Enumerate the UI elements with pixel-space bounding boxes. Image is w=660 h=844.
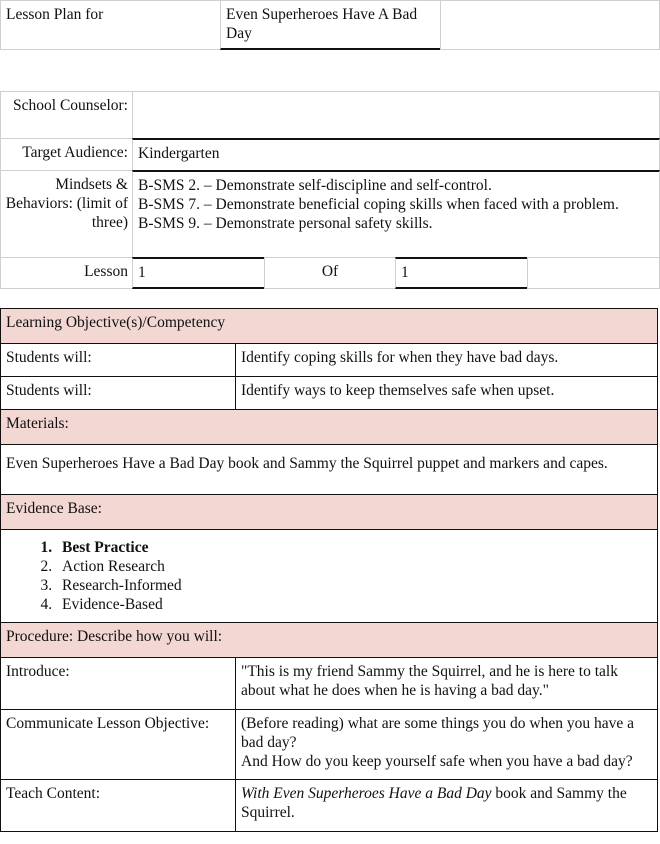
objective-value[interactable]: Identify ways to keep themselves safe when upset. xyxy=(236,377,658,410)
objectives-header-text: Learning Objective(s)/Competency xyxy=(6,314,226,331)
lesson-label-text: Lesson xyxy=(84,263,128,280)
lesson-total-field[interactable] xyxy=(395,257,528,289)
teach-rest: book and Sammy the Squirrel. xyxy=(241,785,627,821)
audience-value: Kindergarten xyxy=(138,145,220,162)
teach-value[interactable] xyxy=(236,780,658,832)
lesson-number-field[interactable] xyxy=(132,257,265,289)
communicate-line: (Before reading) what are some things you do when you have a bad day? xyxy=(241,715,634,751)
counselor-label xyxy=(0,91,133,139)
mindsets-label xyxy=(0,170,133,258)
evidence-header xyxy=(1,495,658,530)
table-row xyxy=(1,658,658,710)
lesson-label xyxy=(0,257,133,289)
objective-label: Students will: xyxy=(1,377,236,410)
evidence-item[interactable]: 3. Research-Informed xyxy=(56,576,652,595)
table-row xyxy=(1,780,658,832)
mindset-item: B-SMS 7. – Demonstrate beneficial coping skills when faced with a problem. xyxy=(138,196,619,213)
of-label xyxy=(264,257,396,289)
lesson-details-table xyxy=(0,308,658,832)
introduce-label: Introduce: xyxy=(1,658,236,710)
materials-header-text: Materials: xyxy=(6,415,69,432)
header-label: Lesson Plan for xyxy=(6,6,104,23)
book-title: With Even Superheroes Have a Bad Day xyxy=(241,785,492,802)
counselor-field[interactable] xyxy=(132,91,660,139)
table-row xyxy=(1,377,658,410)
communicate-label: Communicate Lesson Objective: xyxy=(1,710,236,780)
lesson-blank-cell xyxy=(527,257,660,289)
evidence-header-text: Evidence Base: xyxy=(6,500,102,517)
procedure-header xyxy=(1,623,658,658)
communicate-line: And How do you keep yourself safe when you have a bad day? xyxy=(241,753,633,770)
introduce-value[interactable]: "This is my friend Sammy the Squirrel, and he is here to talk about what he does when he is having a bad day." xyxy=(236,658,658,710)
mindset-item: B-SMS 2. – Demonstrate self-discipline and self-control. xyxy=(138,177,492,194)
header-label-cell xyxy=(0,0,221,50)
objective-value[interactable]: Identify coping skills for when they have bad days. xyxy=(236,344,658,377)
evidence-list xyxy=(6,538,652,614)
materials-header xyxy=(1,410,658,445)
mindsets-field[interactable] xyxy=(132,170,660,258)
procedure-header-text: Procedure: Describe how you will: xyxy=(6,628,223,645)
objective-label: Students will: xyxy=(1,344,236,377)
table-row xyxy=(1,710,658,780)
table-row xyxy=(1,344,658,377)
mindset-item: B-SMS 9. – Demonstrate personal safety skills. xyxy=(138,215,433,232)
evidence-item[interactable]: 2. Action Research xyxy=(56,557,652,576)
objectives-header xyxy=(1,309,658,344)
lesson-title: Even Superheroes Have A Bad Day xyxy=(226,6,418,42)
teach-label: Teach Content: xyxy=(1,780,236,832)
evidence-list-cell xyxy=(1,530,658,623)
audience-label xyxy=(0,138,133,171)
mindsets-label-text: Mindsets & Behaviors: (limit of three) xyxy=(5,176,128,231)
lesson-total: 1 xyxy=(401,264,409,281)
lesson-title-field[interactable] xyxy=(220,0,441,50)
counselor-label-text: School Counselor: xyxy=(13,97,128,114)
communicate-value[interactable] xyxy=(236,710,658,780)
lesson-number: 1 xyxy=(138,264,146,281)
header-blank-cell xyxy=(440,0,660,50)
evidence-item[interactable]: 4. Evidence-Based xyxy=(56,595,652,614)
audience-field[interactable] xyxy=(132,138,660,171)
evidence-item-selected[interactable]: 1. Best Practice xyxy=(56,538,652,557)
audience-label-text: Target Audience: xyxy=(22,144,128,161)
of-label-text: Of xyxy=(321,263,339,280)
materials-value[interactable]: Even Superheroes Have a Bad Day book and Sammy the Squirrel puppet and markers and capes. xyxy=(1,445,658,495)
